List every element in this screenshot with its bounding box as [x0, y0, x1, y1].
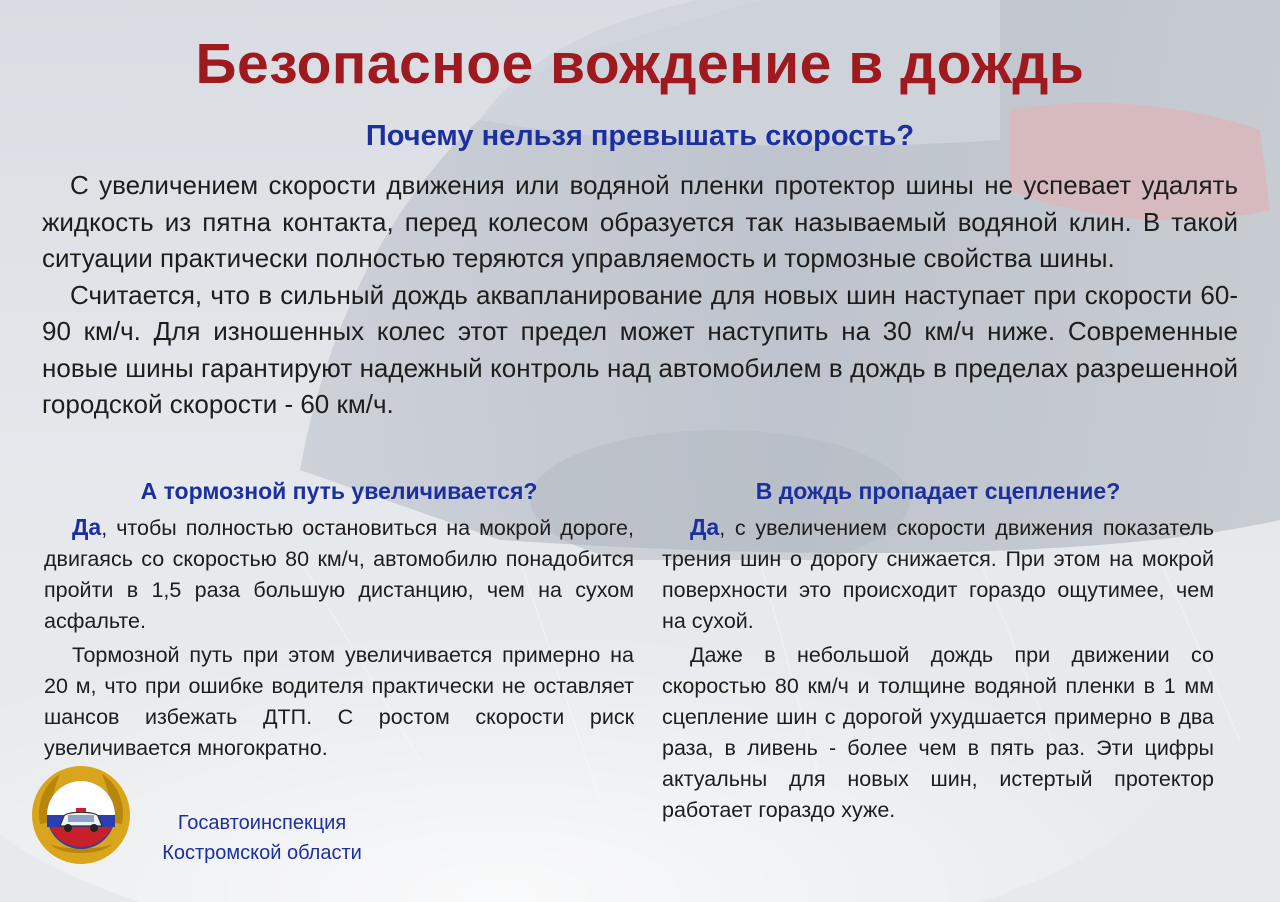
intro-paragraph: Считается, что в сильный дождь аквапланирование для новых шин наступает при скорости 60-90 км/ч. Для изношенных колес этот предел может наступить на 30 км/ч ниже. Современные новые шины гарантируют надежный контроль над автомобилем в дождь в пределах разрешенной городской скорости - 60 км/ч.	[42, 279, 1238, 419]
organization-name	[142, 808, 382, 868]
traffic-police-emblem-icon	[30, 764, 132, 866]
braking-distance-section	[44, 474, 634, 764]
page-title: Безопасное вождение в дождь	[195, 32, 1085, 96]
paragraph-text: , чтобы полностью остановиться на мокрой дороге, двигаясь со скоростью 80 км/ч, автомобилю понадобится пройти в 1,5 раза большую дистанцию, чем на сухом асфальте.	[44, 516, 634, 633]
intro-text	[42, 167, 1238, 423]
answer-yes: Да	[690, 514, 720, 540]
section-heading: А тормозной путь увеличивается?	[140, 478, 538, 504]
paragraph-text: , с увеличением скорости движения показатель трения шин о дорогу снижается. При этом на мокрой поверхности это происходит гораздо ощутимее, чем на сухой.	[662, 516, 1214, 633]
section-heading: В дождь пропадает сцепление?	[755, 478, 1121, 504]
section-paragraph	[44, 512, 634, 637]
org-line: Костромской области	[162, 842, 362, 864]
grip-section	[662, 474, 1214, 826]
subtitle: Почему нельзя превышать скорость?	[365, 120, 915, 152]
section-paragraph: Тормозной путь при этом увеличивается примерно на 20 м, что при ошибке водителя практически не оставляет шансов избежать ДТП. С ростом скорости риск увеличивается многократно.	[44, 643, 634, 760]
org-line: Госавтоинспекция	[177, 812, 347, 834]
section-paragraph	[662, 512, 1214, 637]
answer-yes: Да	[72, 514, 102, 540]
intro-paragraph: С увеличением скорости движения или водяной пленки протектор шины не успевает удалять жидкость из пятна контакта, перед колесом образуется так называемый водяной клин. В такой ситуации практически полностью теряются управляемость и тормозные свойства шины.	[42, 170, 1238, 273]
section-paragraph: Даже в небольшой дождь при движении со скоростью 80 км/ч и толщине водяной пленки в 1 мм сцепление шин с дорогой ухудшается примерно в два раза, в ливень - более чем в пять раз. Эти цифры актуальны для новых шин, истертый протектор работает гораздо хуже.	[662, 643, 1214, 822]
